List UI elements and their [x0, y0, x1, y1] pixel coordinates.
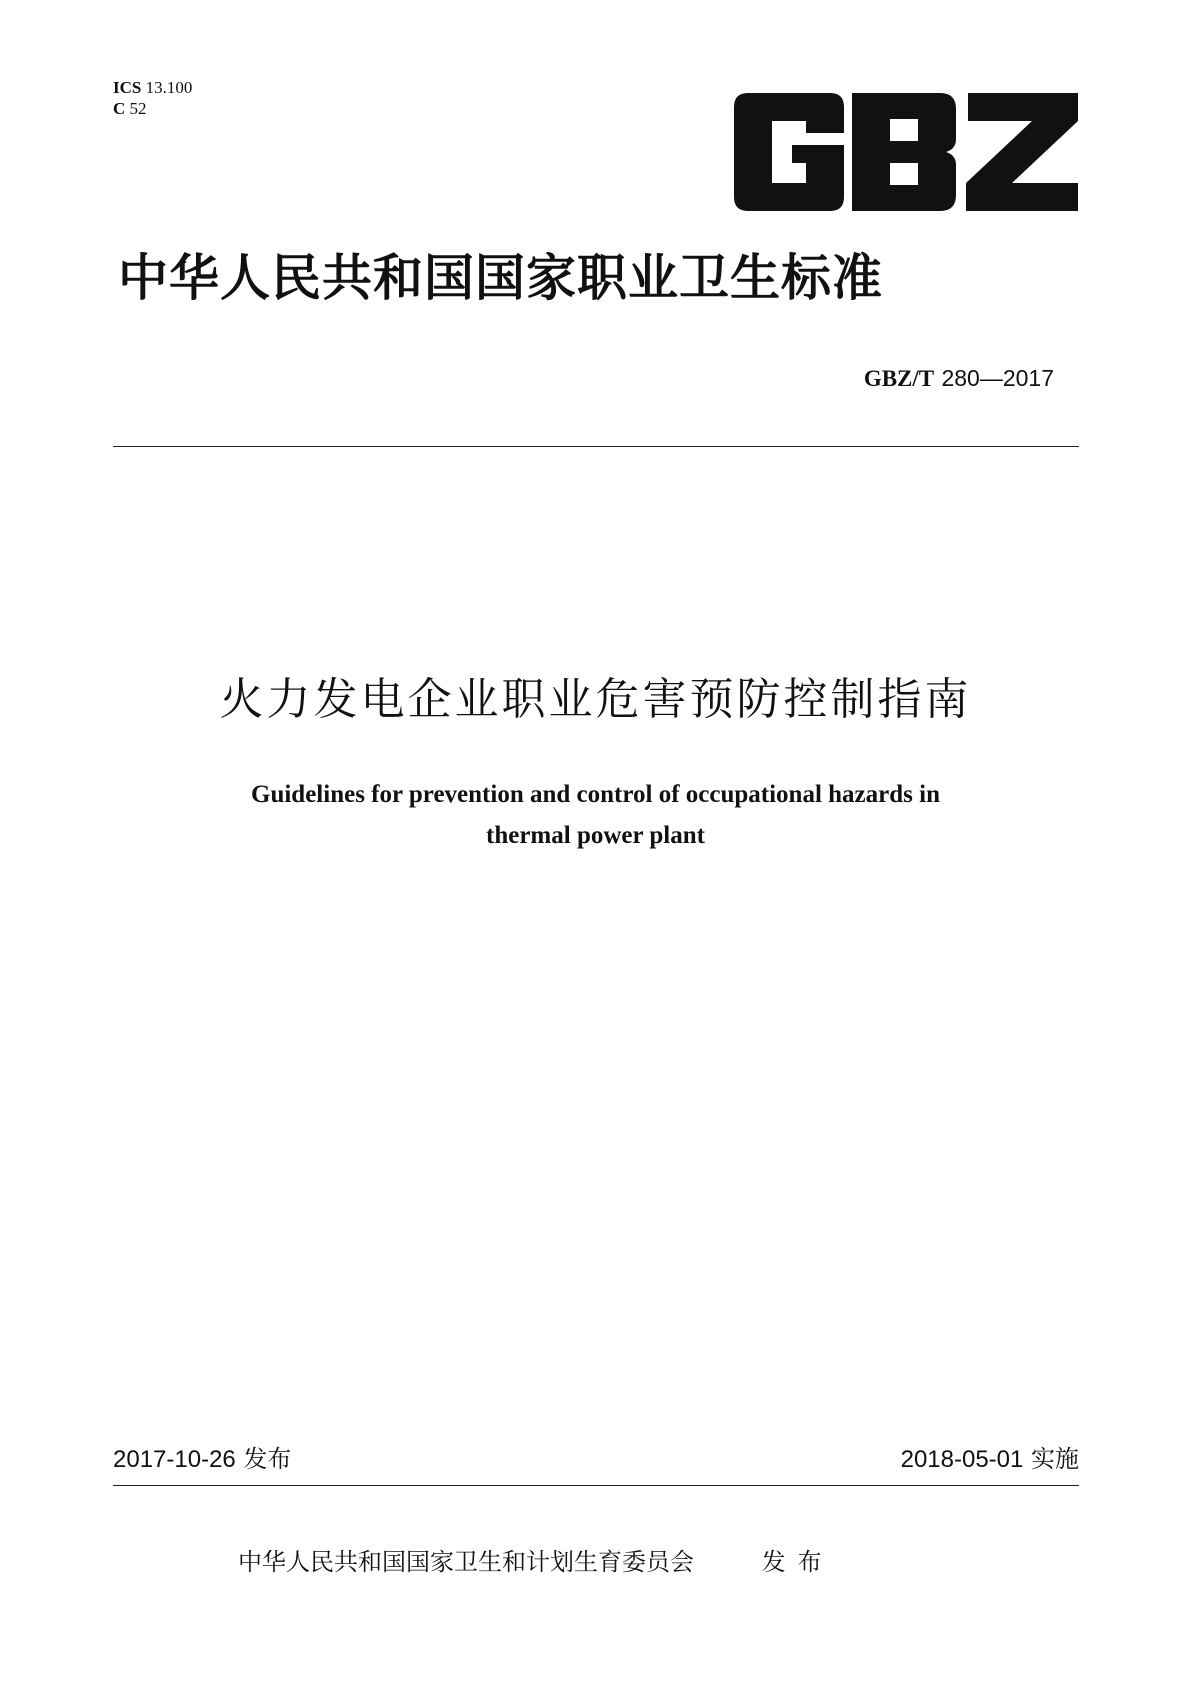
issue-date-value: 2017-10-26	[113, 1446, 236, 1473]
ccs-code	[113, 99, 147, 119]
standard-number	[864, 364, 1054, 393]
ics-value: 13.100	[145, 78, 193, 97]
document-title-en-line2: thermal power plant	[486, 822, 705, 849]
standard-number-value: 280—2017	[941, 365, 1054, 391]
implementation-date-value: 2018-05-01	[900, 1446, 1024, 1473]
issuing-body	[238, 1546, 834, 1578]
issuer-action: 发布	[761, 1548, 834, 1576]
top-divider	[113, 446, 1079, 447]
logo-letter-z	[966, 93, 1078, 211]
implementation-date	[901, 1444, 1079, 1475]
issuer-name: 中华人民共和国国家卫生和计划生育委员会	[238, 1548, 694, 1576]
ccs-label: C	[113, 99, 126, 118]
national-standard-title: 中华人民共和国国家职业卫生标准	[118, 249, 883, 307]
issue-date-label: 发布	[243, 1445, 292, 1473]
logo-letter-g	[734, 93, 844, 211]
bottom-divider	[113, 1485, 1079, 1486]
implementation-date-label: 实施	[1031, 1445, 1079, 1473]
ics-code	[113, 78, 192, 98]
ccs-value: 52	[129, 99, 147, 118]
standard-number-prefix: GBZ/T	[863, 366, 935, 391]
document-title-cn: 火力发电企业职业危害预防控制指南	[219, 674, 972, 725]
gbz-logo	[734, 93, 1078, 211]
document-title-en-line1: Guidelines for prevention and control of occupational hazards in	[251, 781, 940, 808]
logo-letter-b	[852, 93, 956, 211]
issue-date	[113, 1444, 291, 1475]
ics-label: ICS	[113, 78, 142, 97]
